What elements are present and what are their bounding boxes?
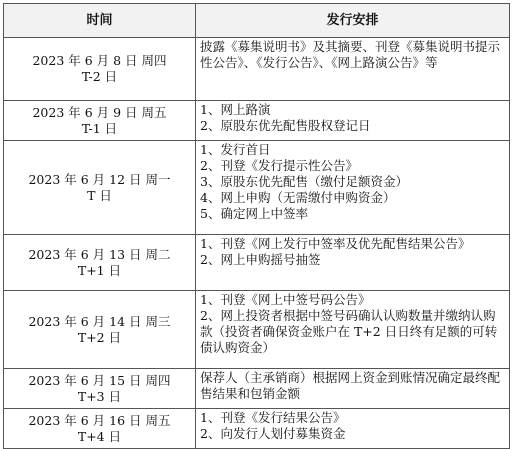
date-text: 2023 年 6 月 12 日 周一 bbox=[28, 171, 171, 187]
table-row bbox=[4, 141, 510, 235]
time-cell bbox=[4, 235, 196, 291]
arrangement-item: 1、刊登《发行结果公告》 bbox=[200, 410, 346, 425]
arrangement-item: 2、网上投资者根据中签号码确认认购数量并缴纳认购款（投资者确保资金账户在 T+2 日日终有足额的可转债认购资金） bbox=[200, 308, 498, 355]
arrangement-cell bbox=[196, 369, 510, 409]
table-row bbox=[4, 38, 510, 101]
tday-text: T-1 日 bbox=[81, 120, 118, 136]
arrangement-cell bbox=[196, 38, 510, 101]
time-cell bbox=[4, 369, 196, 409]
time-cell bbox=[4, 141, 196, 235]
time-cell bbox=[4, 38, 196, 101]
date-text: 2023 年 6 月 16 日 周五 bbox=[28, 412, 171, 428]
tday-text: T 日 bbox=[87, 187, 112, 203]
arrangement-item: 1、刊登《网上发行中签率及优先配售结果公告》 bbox=[200, 236, 471, 251]
arrangement-item: 3、原股东优先配售（缴付足额资金） bbox=[200, 174, 408, 189]
date-text: 2023 年 6 月 8 日 周四 bbox=[32, 53, 167, 68]
time-cell bbox=[4, 409, 196, 449]
arrangement-item: 4、网上申购（无需缴付申购资金） bbox=[200, 190, 396, 205]
tday-text: T+4 日 bbox=[77, 428, 122, 444]
column-header-time: 时间 bbox=[4, 4, 196, 38]
table-header-row bbox=[4, 4, 510, 38]
date-text: 2023 年 6 月 15 日 周四 bbox=[28, 372, 171, 388]
arrangement-item: 1、网上路演 bbox=[200, 102, 271, 117]
arrangement-item: 2、刊登《发行提示性公告》 bbox=[200, 158, 358, 173]
table-row bbox=[4, 409, 510, 449]
table-row bbox=[4, 369, 510, 409]
time-cell bbox=[4, 101, 196, 141]
arrangement-item: 1、发行首日 bbox=[200, 142, 271, 157]
arrangement-cell bbox=[196, 291, 510, 369]
tday-text: T+3 日 bbox=[77, 388, 122, 404]
issuance-schedule-table bbox=[3, 3, 510, 449]
date-text: 2023 年 6 月 14 日 周三 bbox=[28, 313, 171, 329]
arrangement-item: 1、刊登《网上中签号码公告》 bbox=[200, 292, 371, 307]
table-row bbox=[4, 235, 510, 291]
date-text: 2023 年 6 月 13 日 周二 bbox=[28, 246, 171, 262]
arrangement-item: 2、向发行人划付募集资金 bbox=[200, 426, 346, 441]
table-row bbox=[4, 101, 510, 141]
date-text: 2023 年 6 月 9 日 周五 bbox=[32, 104, 167, 120]
column-header-arrangement: 发行安排 bbox=[196, 4, 510, 38]
table-row bbox=[4, 291, 510, 369]
arrangement-item: 披露《募集说明书》及其摘要、刊登《募集说明书提示性公告》、《发行公告》、《网上路演公告》等 bbox=[200, 39, 501, 70]
arrangement-item: 2、网上申购摇号抽签 bbox=[200, 252, 321, 267]
arrangement-item: 2、原股东优先配售股权登记日 bbox=[200, 118, 371, 133]
arrangement-cell bbox=[196, 409, 510, 449]
arrangement-item: 保荐人（主承销商）根据网上资金到账情况确定最终配售结果和包销金额 bbox=[200, 370, 501, 401]
tday-text: T+1 日 bbox=[77, 262, 122, 278]
time-cell bbox=[4, 291, 196, 369]
arrangement-cell bbox=[196, 141, 510, 235]
arrangement-item: 5、确定网上中签率 bbox=[200, 206, 308, 221]
tday-text: T-2 日 bbox=[81, 69, 118, 84]
arrangement-cell bbox=[196, 101, 510, 141]
tday-text: T+2 日 bbox=[77, 329, 122, 345]
arrangement-cell bbox=[196, 235, 510, 291]
